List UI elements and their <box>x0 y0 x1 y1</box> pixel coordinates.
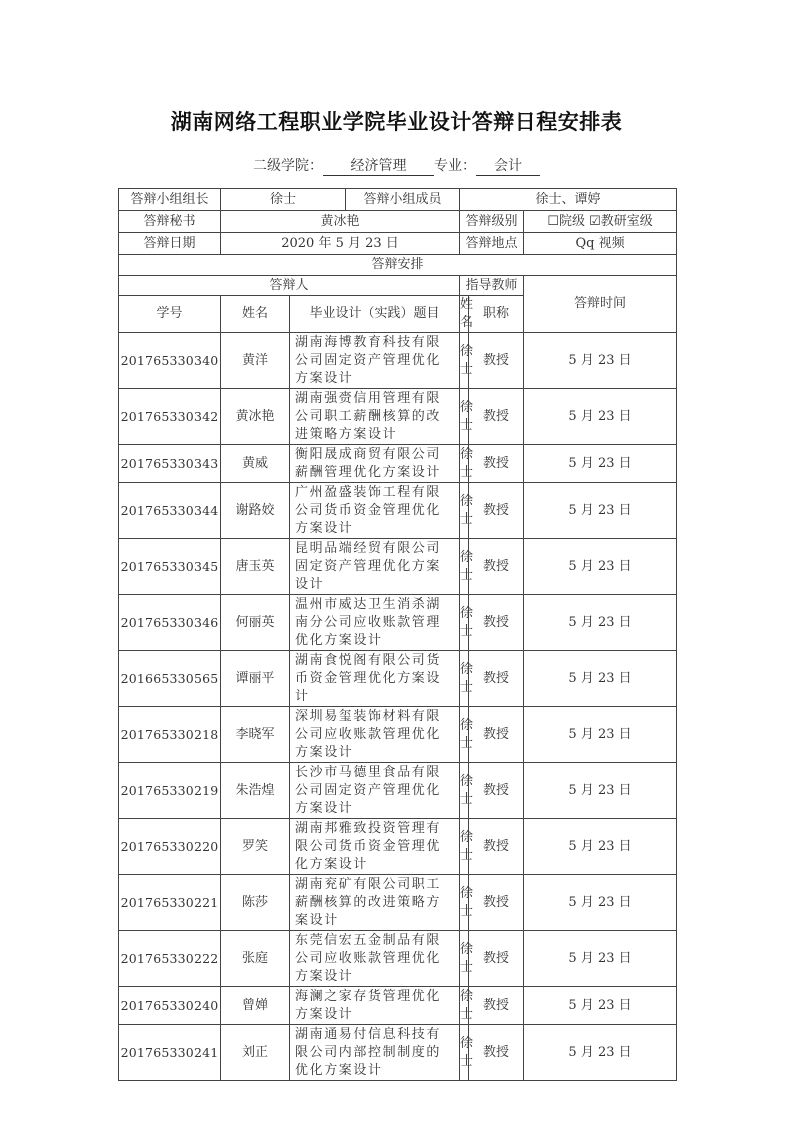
student-name: 黄洋 <box>221 333 290 389</box>
date-label: 答辩日期 <box>119 233 221 255</box>
id-column-header: 学号 <box>119 296 221 333</box>
advisor-title: 教授 <box>469 763 524 819</box>
student-id: 201765330345 <box>119 539 221 595</box>
student-id: 201765330221 <box>119 875 221 931</box>
thesis-topic: 湖南通易付信息科技有限公司内部控制制度的优化方案设计 <box>290 1025 460 1081</box>
student-name: 谢路姣 <box>221 483 290 539</box>
thesis-topic: 昆明品端经贸有限公司固定资产管理优化方案设计 <box>290 539 460 595</box>
place-label: 答辩地点 <box>460 233 524 255</box>
advisor-name: 徐士 <box>460 333 469 389</box>
student-name: 刘正 <box>221 1025 290 1081</box>
secretary-label: 答辩秘书 <box>119 211 221 233</box>
defense-schedule-table <box>118 188 677 1081</box>
thesis-topic: 东莞信宏五金制品有限公司应收账款管理优化方案设计 <box>290 931 460 987</box>
advisor-name: 徐士 <box>460 483 469 539</box>
advisor-name: 徐士 <box>460 445 469 483</box>
student-row <box>119 875 677 931</box>
advisor-title: 教授 <box>469 931 524 987</box>
defense-time: 5 月 23 日 <box>524 707 677 763</box>
advisor-name: 徐士 <box>460 1025 469 1081</box>
advisor-title: 教授 <box>469 333 524 389</box>
thesis-topic: 湖南邦雅致投资管理有限公司货币资金管理优化方案设计 <box>290 819 460 875</box>
advisor-name: 徐士 <box>460 539 469 595</box>
thesis-topic: 深圳易玺装饰材料有限公司应收账款管理优化方案设计 <box>290 707 460 763</box>
leader-label: 答辩小组组长 <box>119 189 221 211</box>
thesis-topic: 长沙市马德里食品有限公司固定资产管理优化方案设计 <box>290 763 460 819</box>
college-major-line <box>0 155 793 176</box>
student-row <box>119 1025 677 1081</box>
student-name: 曾婵 <box>221 987 290 1025</box>
student-row <box>119 333 677 389</box>
advisor-name: 徐士 <box>460 875 469 931</box>
info-row-leader <box>119 189 677 211</box>
level-value: ☐院级 ☑教研室级 <box>524 211 677 233</box>
student-id: 201765330342 <box>119 389 221 445</box>
advisor-title: 教授 <box>469 389 524 445</box>
section-label: 答辩安排 <box>119 255 677 276</box>
advisor-name-column-header: 姓名 <box>460 296 469 333</box>
advisor-title: 教授 <box>469 987 524 1025</box>
defense-time: 5 月 23 日 <box>524 445 677 483</box>
student-row <box>119 595 677 651</box>
place-value: Qq 视频 <box>524 233 677 255</box>
student-name: 张庭 <box>221 931 290 987</box>
defense-time: 5 月 23 日 <box>524 651 677 707</box>
advisor-name: 徐士 <box>460 987 469 1025</box>
defense-time: 5 月 23 日 <box>524 539 677 595</box>
defense-time: 5 月 23 日 <box>524 763 677 819</box>
advisor-group-header: 指导教师 <box>460 276 524 296</box>
advisor-name: 徐士 <box>460 651 469 707</box>
student-row <box>119 763 677 819</box>
advisor-title: 教授 <box>469 707 524 763</box>
defense-time: 5 月 23 日 <box>524 333 677 389</box>
defense-time: 5 月 23 日 <box>524 819 677 875</box>
members-label: 答辩小组成员 <box>346 189 460 211</box>
page-title: 湖南网络工程职业学院毕业设计答辩日程安排表 <box>170 110 623 134</box>
leader-value: 徐士 <box>221 189 346 211</box>
thesis-topic: 湖南强赍信用管理有限公司职工薪酬核算的改进策略方案设计 <box>290 389 460 445</box>
group-header-row <box>119 276 677 296</box>
advisor-title: 教授 <box>469 875 524 931</box>
advisor-name: 徐士 <box>460 389 469 445</box>
thesis-topic: 湖南海博教育科技有限公司固定资产管理优化方案设计 <box>290 333 460 389</box>
advisor-title: 教授 <box>469 539 524 595</box>
student-row <box>119 819 677 875</box>
defense-time: 5 月 23 日 <box>524 931 677 987</box>
advisor-name: 徐士 <box>460 931 469 987</box>
student-row <box>119 931 677 987</box>
section-header-row <box>119 255 677 276</box>
college-label: 二级学院： <box>253 158 323 174</box>
student-name: 黄冰艳 <box>221 389 290 445</box>
student-id: 201765330218 <box>119 707 221 763</box>
student-id: 201765330220 <box>119 819 221 875</box>
student-name: 罗笑 <box>221 819 290 875</box>
student-id: 201765330346 <box>119 595 221 651</box>
advisor-name: 徐士 <box>460 595 469 651</box>
info-row-secretary <box>119 211 677 233</box>
student-name: 李晓军 <box>221 707 290 763</box>
advisor-name: 徐士 <box>460 707 469 763</box>
major-value: 会计 <box>476 155 540 176</box>
student-id: 201765330241 <box>119 1025 221 1081</box>
student-name: 黄威 <box>221 445 290 483</box>
advisor-name: 徐士 <box>460 819 469 875</box>
thesis-topic: 湖南食悦阁有限公司货币资金管理优化方案设计 <box>290 651 460 707</box>
advisor-title: 教授 <box>469 819 524 875</box>
defense-time: 5 月 23 日 <box>524 595 677 651</box>
defense-time: 5 月 23 日 <box>524 875 677 931</box>
name-column-header: 姓名 <box>221 296 290 333</box>
advisor-title: 教授 <box>469 595 524 651</box>
advisor-name: 徐士 <box>460 763 469 819</box>
advisor-title: 教授 <box>469 651 524 707</box>
advisor-title: 教授 <box>469 1025 524 1081</box>
student-row <box>119 389 677 445</box>
level-label: 答辩级别 <box>460 211 524 233</box>
student-row <box>119 987 677 1025</box>
defense-time: 5 月 23 日 <box>524 987 677 1025</box>
student-id: 201665330565 <box>119 651 221 707</box>
date-value: 2020 年 5 月 23 日 <box>221 233 460 255</box>
student-id: 201765330240 <box>119 987 221 1025</box>
thesis-topic: 衡阳晟成商贸有限公司薪酬管理优化方案设计 <box>290 445 460 483</box>
topic-column-header: 毕业设计（实践）题目 <box>290 296 460 333</box>
time-column-header: 答辩时间 <box>524 276 677 333</box>
advisor-title-column-header: 职称 <box>469 296 524 333</box>
student-id: 201765330219 <box>119 763 221 819</box>
defense-time: 5 月 23 日 <box>524 1025 677 1081</box>
student-name: 何丽英 <box>221 595 290 651</box>
advisor-title: 教授 <box>469 445 524 483</box>
thesis-topic: 广州盈盛装饰工程有限公司货币资金管理优化方案设计 <box>290 483 460 539</box>
student-name: 朱浩煌 <box>221 763 290 819</box>
student-id: 201765330343 <box>119 445 221 483</box>
defense-time: 5 月 23 日 <box>524 389 677 445</box>
student-name: 唐玉英 <box>221 539 290 595</box>
student-id: 201765330340 <box>119 333 221 389</box>
thesis-topic: 温州市威达卫生消杀湖南分公司应收账款管理优化方案设计 <box>290 595 460 651</box>
info-row-date <box>119 233 677 255</box>
secretary-value: 黄冰艳 <box>221 211 460 233</box>
student-id: 201765330222 <box>119 931 221 987</box>
student-row <box>119 651 677 707</box>
student-id: 201765330344 <box>119 483 221 539</box>
defender-group-header: 答辩人 <box>119 276 460 296</box>
thesis-topic: 海澜之家存货管理优化方案设计 <box>290 987 460 1025</box>
student-row <box>119 539 677 595</box>
defense-time: 5 月 23 日 <box>524 483 677 539</box>
student-name: 陈莎 <box>221 875 290 931</box>
student-row <box>119 707 677 763</box>
student-row <box>119 445 677 483</box>
advisor-title: 教授 <box>469 483 524 539</box>
thesis-topic: 湖南兖矿有限公司职工薪酬核算的改进策略方案设计 <box>290 875 460 931</box>
student-name: 谭丽平 <box>221 651 290 707</box>
student-row <box>119 483 677 539</box>
college-value: 经济管理 <box>323 155 434 176</box>
members-value: 徐士、谭婷 <box>460 189 677 211</box>
major-label: 专业： <box>434 158 476 174</box>
